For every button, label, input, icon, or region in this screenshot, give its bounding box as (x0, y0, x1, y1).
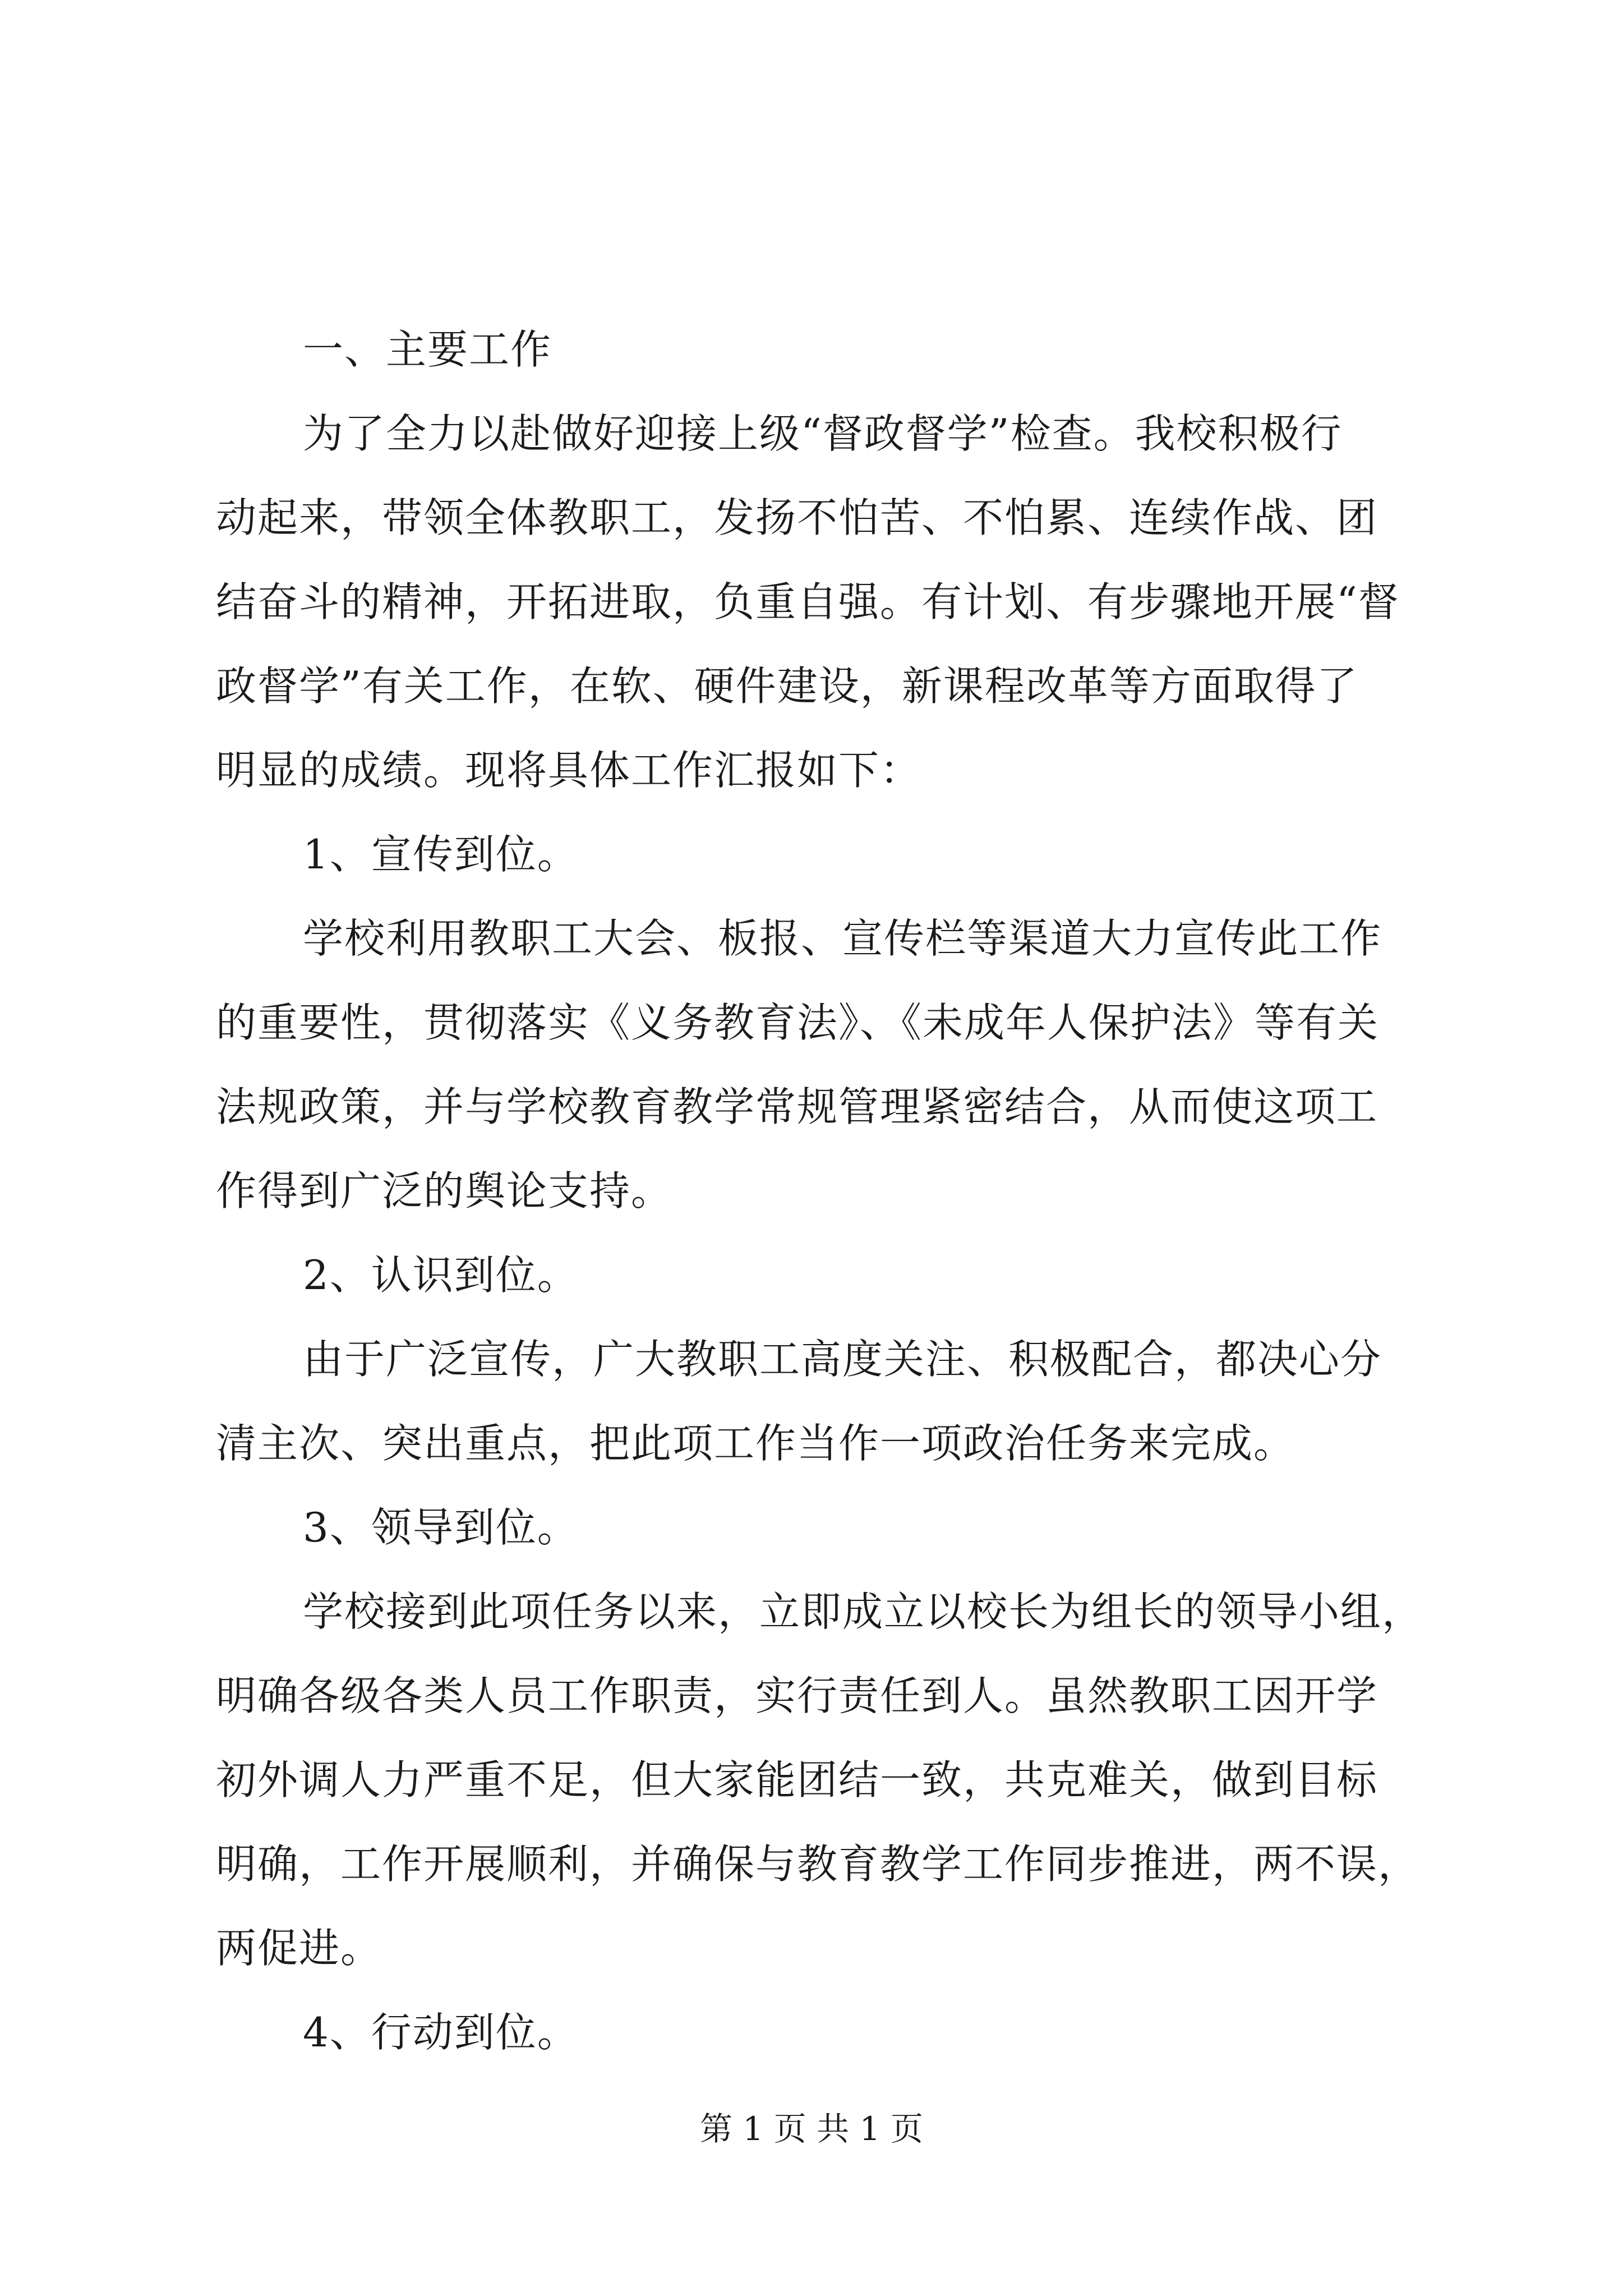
item-body-line: 清主次、突出重点，把此项工作当作一项政治任务来完成。 (216, 1420, 1295, 1467)
intro-line: 明显的成绩。现将具体工作汇报如下： (216, 747, 922, 794)
item-title: 4、行动到位。 (303, 2009, 579, 2056)
item-body-line: 明确各级各类人员工作职责，实行责任到人。虽然教职工因开学 (216, 1672, 1378, 1719)
intro-line: 结奋斗的精神，开拓进取，负重自强。有计划、有步骤地开展“督 (216, 578, 1400, 625)
item-body-line: 两促进。 (216, 1925, 382, 1972)
item-body-line: 作得到广泛的舆论支持。 (216, 1167, 673, 1214)
item-body-line: 明确，工作开展顺利，并确保与教育教学工作同步推进，两不误， (216, 1841, 1420, 1888)
intro-line: 政督学”有关工作，在软、硬件建设，新课程改革等方面取得了 (216, 662, 1358, 710)
item-title: 1、宣传到位。 (303, 831, 579, 878)
section-heading: 一、主要工作 (303, 326, 552, 373)
item-body-line: 学校利用教职工大会、板报、宣传栏等渠道大力宣传此工作 (303, 915, 1382, 962)
item-body-line: 由于广泛宣传，广大教职工高度关注、积极配合，都决心分 (303, 1336, 1382, 1383)
item-title: 3、领导到位。 (303, 1504, 579, 1551)
document-body (216, 307, 1436, 2074)
item-body-line: 法规政策，并与学校教育教学常规管理紧密结合，从而使这项工 (216, 1083, 1378, 1130)
intro-line: 为了全力以赴做好迎接上级“督政督学”检查。我校积极行 (303, 410, 1343, 457)
item-body-line: 学校接到此项任务以来，立即成立以校长为组长的领导小组， (303, 1588, 1424, 1635)
page-footer: 第 1 页 共 1 页 (700, 2110, 923, 2148)
item-body-line: 的重要性，贯彻落实《义务教育法》、《未成年人保护法》等有关 (216, 999, 1380, 1046)
item-body-line: 初外调人力严重不足，但大家能团结一致，共克难关，做到目标 (216, 1756, 1378, 1803)
item-title: 2、认识到位。 (303, 1251, 579, 1299)
intro-line: 动起来，带领全体教职工，发扬不怕苦、不怕累、连续作战、团 (216, 494, 1378, 541)
